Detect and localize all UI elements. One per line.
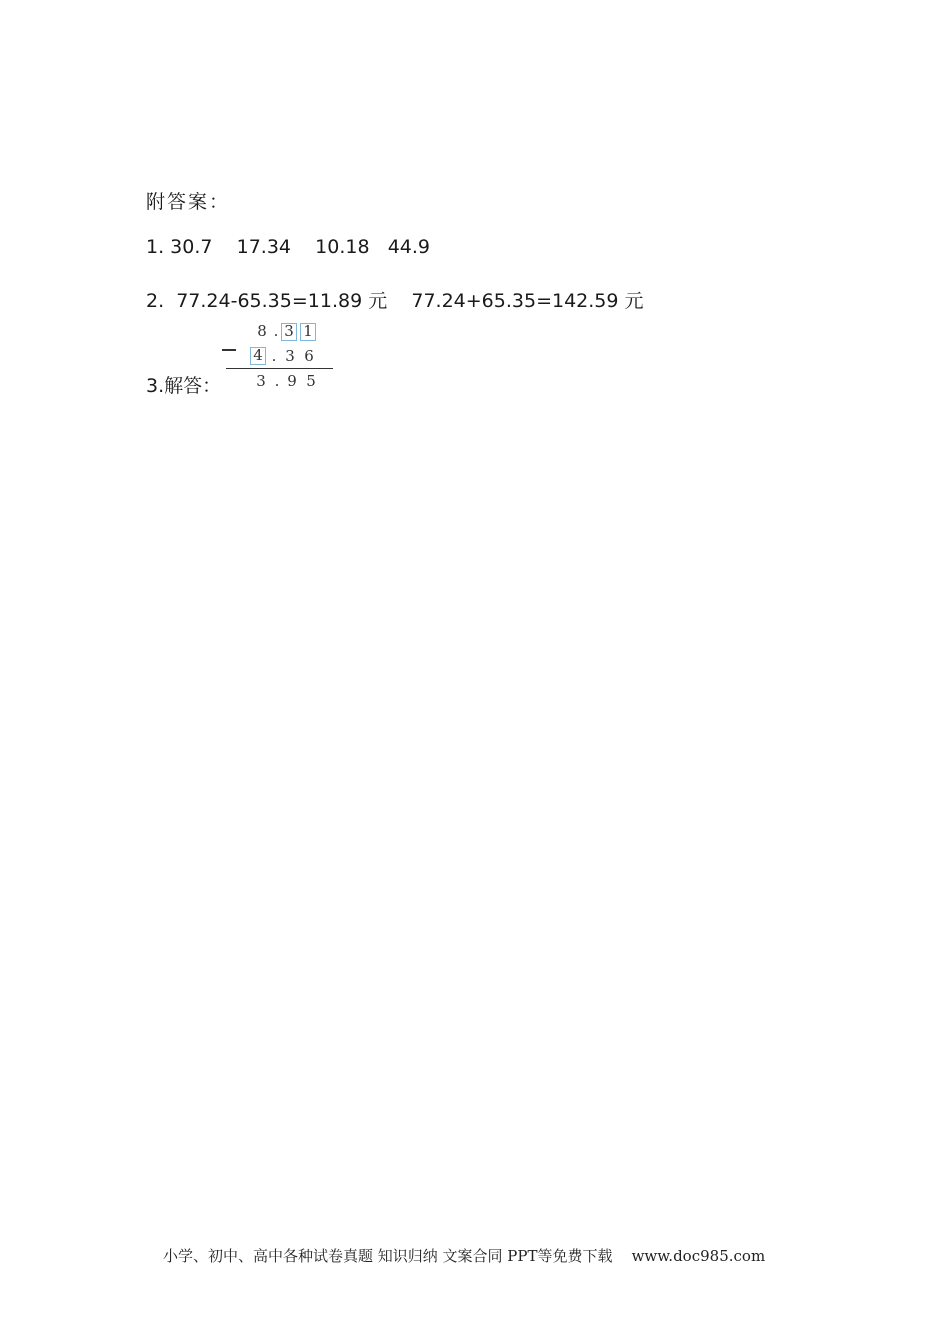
bottom-digit: 6 <box>304 347 314 365</box>
top-digit-boxed: 3 <box>281 323 297 341</box>
answer-line-1: 1. 30.7 17.34 10.18 44.9 <box>146 236 430 258</box>
vertical-subtraction <box>220 320 338 392</box>
top-point: . <box>273 322 279 340</box>
bottom-digit: 3 <box>285 347 295 365</box>
minus-sign <box>222 349 236 351</box>
result-digit: 5 <box>306 372 316 390</box>
footer-ad: 小学、初中、高中各种试卷真题 知识归纳 文案合同 PPT等免费下载 www.doc985.com <box>163 1247 766 1265</box>
answers-title: 附答案： <box>146 191 231 213</box>
answer-line-3-label: 3.解答： <box>146 375 222 397</box>
answer-line-2: 2. 77.24-65.35=11.89 元 77.24+65.35=142.59 元 <box>146 290 644 312</box>
top-digit: 8 <box>257 322 267 340</box>
result-digit: 9 <box>287 372 297 390</box>
result-digit: 3 <box>256 372 266 390</box>
bottom-point: . <box>271 347 277 365</box>
top-digit-boxed: 1 <box>300 323 316 341</box>
bottom-digit-boxed: 4 <box>250 347 266 365</box>
result-rule <box>226 368 333 369</box>
result-point: . <box>274 372 280 390</box>
